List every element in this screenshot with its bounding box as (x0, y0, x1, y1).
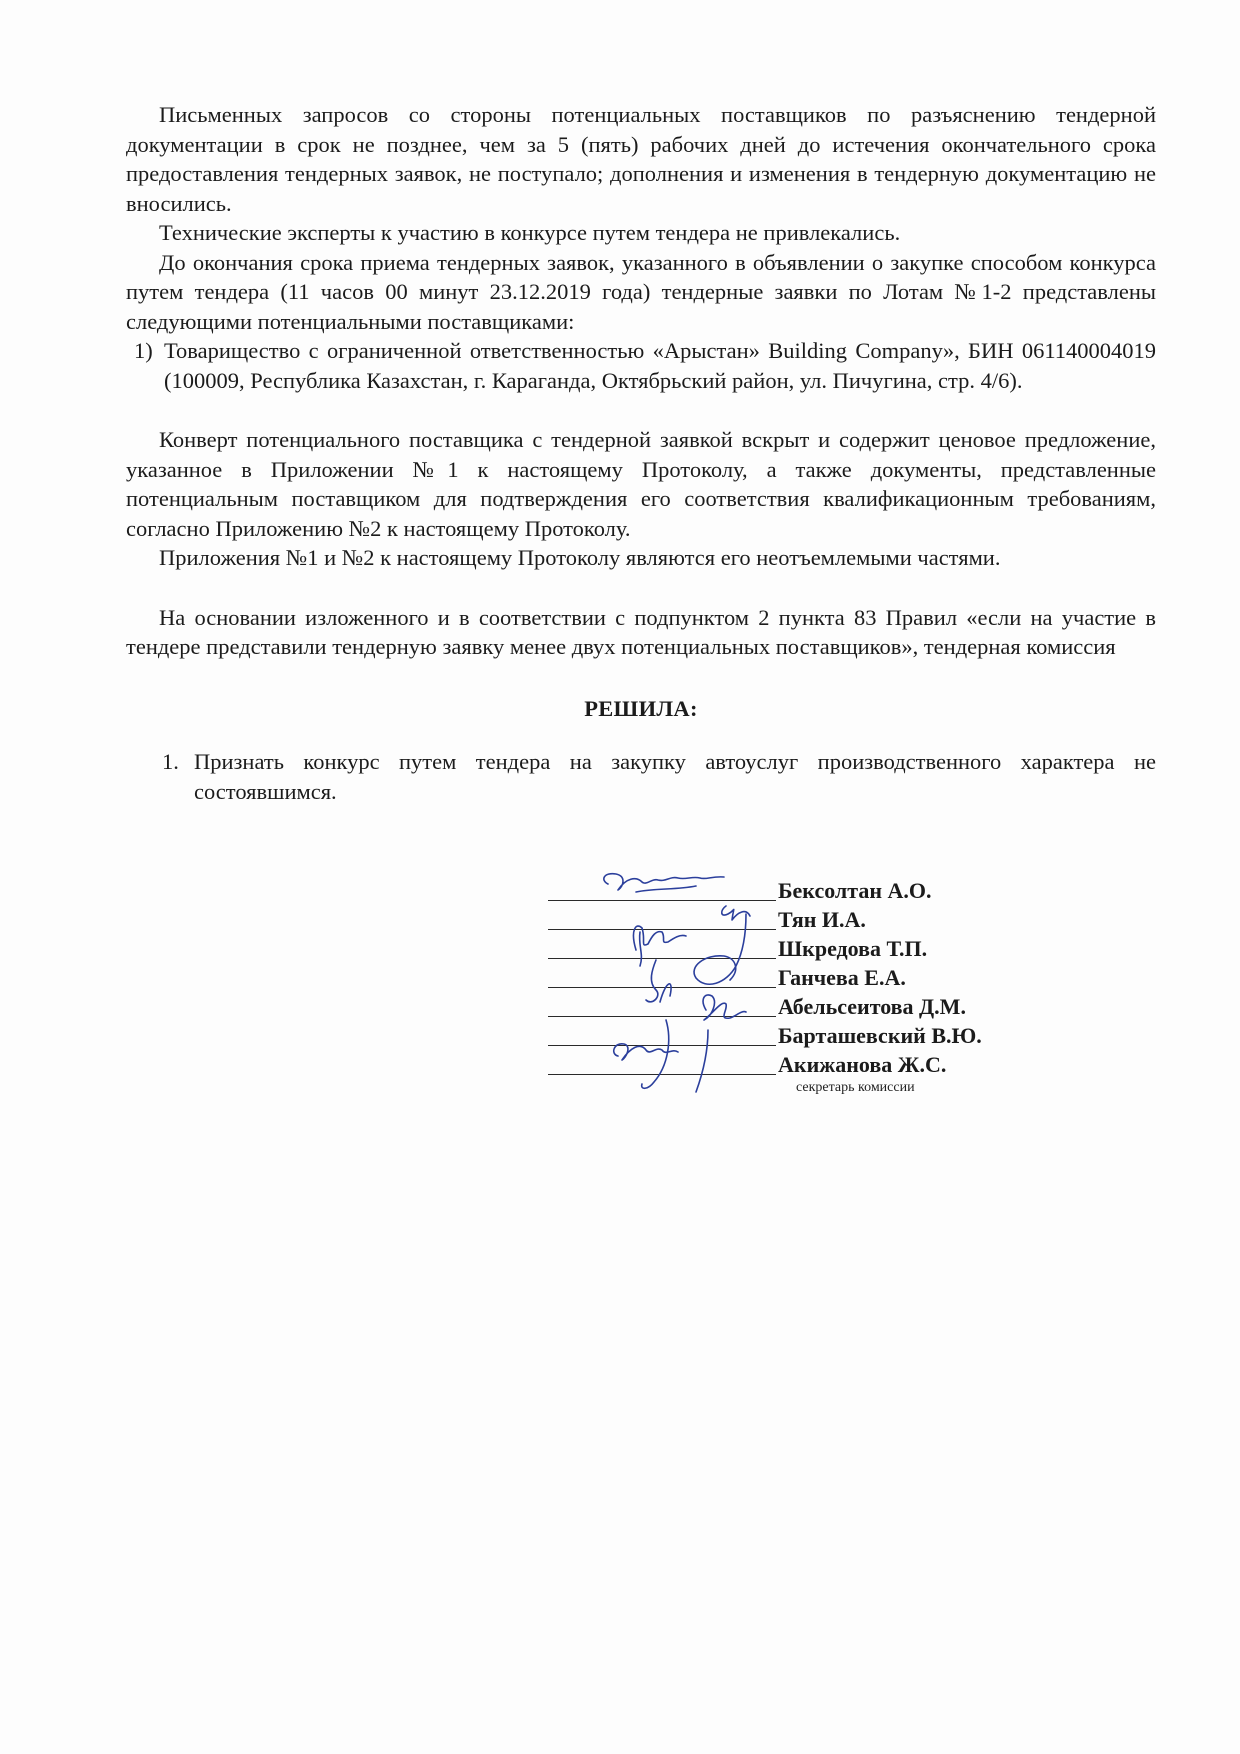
signatory-name: Шкредова Т.П. (778, 936, 928, 961)
decision-marker: 1. (162, 749, 179, 774)
paragraph-written-requests: Письменных запросов со стороны потенциальных поставщиков по разъяснению тендерной документации в срок не позднее, чем за 5 (пять) рабочих дней до истечения окончательного срока предоставления тендерных заявок, не поступало; дополнения и изменения в тендерную документацию не вносились. (126, 102, 1156, 216)
signatory-name: Абельсеитова Д.М. (778, 994, 966, 1019)
supplier-list-item (126, 336, 1156, 395)
paragraph-application-deadline: До окончания срока приема тендерных заявок, указанного в объявлении о закупке способом конкурса путем тендера (11 часов 00 минут 23.12.2019 года) тендерные заявки по Лотам №1-2 представлены следующими потенциальными поставщиками: (126, 249, 1156, 334)
supplier-list-marker: 1) (134, 338, 153, 363)
decision-item (126, 747, 1156, 806)
secretary-role-label: секретарь комиссии (796, 1080, 915, 1095)
paragraph-basis: На основании изложенного и в соответствии с подпунктом 2 пункта 83 Правил «если на участие в тендере представили тендерную заявку менее двух потенциальных поставщиков», тендерная комиссия (126, 604, 1156, 659)
signatory-name: Акижанова Ж.С. (778, 1052, 947, 1077)
signatory-name: Бексолтан А.О. (778, 878, 932, 903)
supplier-list-text: Товарищество с ограниченной ответственностью «Арыстан» Building Company», БИН 061140004019 (100009, Республика Казахстан, г. Караганда, Октябрьский район, ул. Пичугина, стр. 4/6). (164, 338, 1156, 393)
paragraph-envelope-opened: Конверт потенциального поставщика с тендерной заявкой вскрыт и содержит ценовое предложение, указанное в Приложении №1 к настоящему Протоколу, а также документы, представленные потенциальным поставщиком для подтверждения его соответствия квалификационным требованиям, согласно Приложению №2 к настоящему Протоколу. (126, 427, 1156, 541)
signatory-name: Барташевский В.Ю. (778, 1023, 982, 1048)
signatory-name: Ганчева Е.А. (778, 965, 906, 990)
paragraph-appendices: Приложения №1 и №2 к настоящему Протоколу являются его неотъемлемыми частями. (159, 545, 1001, 570)
decision-text: Признать конкурс путем тендера на закупку автоуслуг производственного характера не состоявшимся. (194, 749, 1156, 804)
protocol-body (126, 100, 1156, 806)
signature-scribble (604, 874, 750, 1092)
paragraph-technical-experts: Технические эксперты к участию в конкурсе путем тендера не привлекались. (159, 220, 901, 245)
decision-heading: РЕШИЛА: (584, 695, 698, 721)
signatory-name: Тян И.А. (778, 907, 866, 932)
handwritten-signatures (596, 870, 786, 1110)
